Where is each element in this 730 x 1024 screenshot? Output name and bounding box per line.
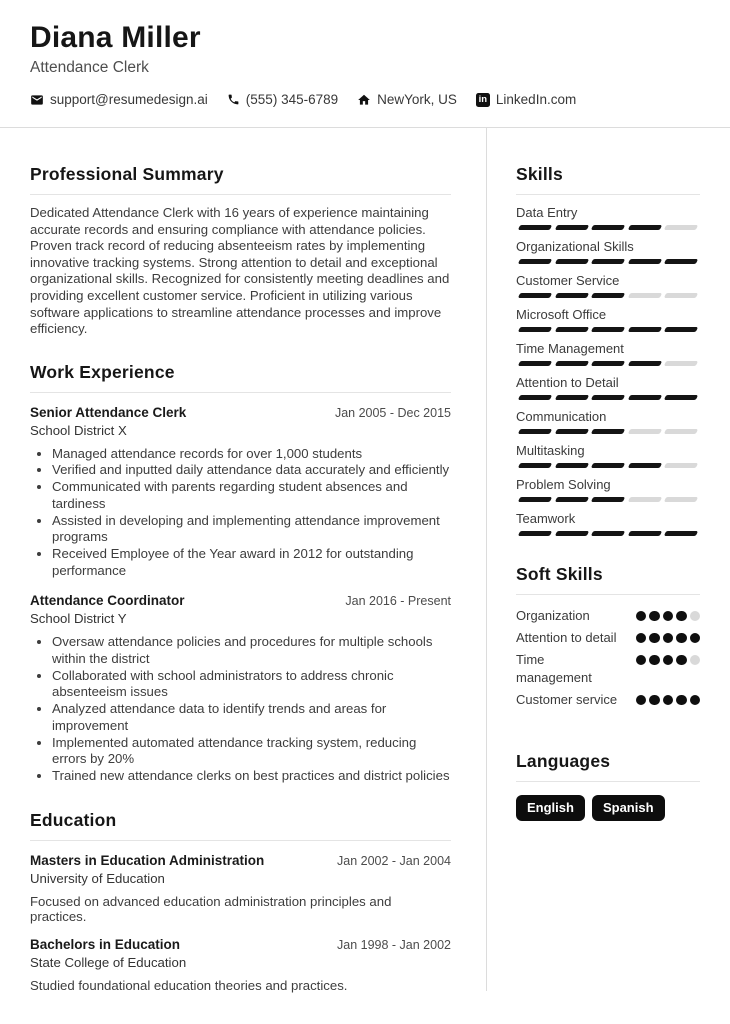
skill-bar-segment-filled bbox=[554, 531, 588, 536]
job-company: School District X bbox=[30, 422, 127, 438]
soft-skills-list bbox=[516, 607, 700, 709]
skill-level-bar bbox=[516, 259, 700, 264]
section-education bbox=[30, 810, 451, 993]
summary-text: Dedicated Attendance Clerk with 16 years of experience maintaining accurate records and ensuring compliance with attendance policies. Proven track record of reducing absenteeism rates by implementing innovative tracking systems. Strong attention to detail and exceptional organizational skills. Recognized for consistently meeting deadlines and providing excellent customer service. Proficient in utilizing various software applications to streamline attendance processes and improve efficiency. bbox=[30, 205, 450, 337]
right-column bbox=[487, 128, 730, 991]
skill-bar-segment-filled bbox=[664, 531, 698, 536]
job-title: Attendance Coordinator bbox=[30, 593, 185, 609]
skill-name: Data Entry bbox=[516, 205, 578, 220]
skill-name: Communication bbox=[516, 409, 607, 424]
job-bullets bbox=[30, 634, 451, 784]
education-school: State College of Education bbox=[30, 954, 187, 970]
education-dates: Jan 1998 - Jan 2002 bbox=[337, 937, 451, 952]
skill-bar-segment-filled bbox=[554, 497, 588, 502]
skill-bar-segment-empty bbox=[628, 429, 662, 434]
contact-text: NewYork, US bbox=[377, 92, 457, 108]
skill-level-bar bbox=[516, 361, 700, 366]
job-header bbox=[30, 593, 451, 608]
contact-item[interactable] bbox=[227, 92, 338, 107]
soft-skill-dot-empty bbox=[690, 655, 701, 666]
skill-level-bar bbox=[516, 395, 700, 400]
skill-bar-segment-empty bbox=[664, 497, 698, 502]
job-title: Senior Attendance Clerk bbox=[30, 404, 187, 420]
skill-bar-segment-filled bbox=[591, 259, 625, 264]
contact-item[interactable] bbox=[30, 92, 208, 107]
skill-name: Microsoft Office bbox=[516, 307, 607, 322]
soft-skills-heading: Soft Skills bbox=[516, 564, 700, 595]
skill-level-bar bbox=[516, 327, 700, 332]
job-bullet: • Assisted in developing and implementing attendance improvement programs bbox=[52, 513, 451, 546]
soft-skill-dot-filled bbox=[649, 655, 660, 666]
education-heading: Education bbox=[30, 810, 451, 841]
skill-bar-segment-empty bbox=[628, 293, 662, 298]
skill-level-bar bbox=[516, 293, 700, 298]
job-header bbox=[30, 405, 451, 420]
person-job-title: Attendance Clerk bbox=[30, 59, 149, 77]
skill-level-bar bbox=[516, 531, 700, 536]
job-entry bbox=[30, 593, 451, 784]
soft-skill-level-dots bbox=[636, 691, 701, 705]
job-entry bbox=[30, 405, 451, 580]
languages-list bbox=[516, 795, 700, 821]
skill-item bbox=[516, 273, 700, 298]
soft-skill-level-dots bbox=[636, 607, 701, 621]
skill-bar-segment-filled bbox=[518, 361, 552, 366]
soft-skill-dot-filled bbox=[663, 695, 674, 706]
skill-bar-segment-filled bbox=[554, 429, 588, 434]
jobs-list bbox=[30, 405, 451, 785]
soft-skill-name: Attention to detail bbox=[516, 630, 617, 645]
soft-skill-item bbox=[516, 607, 700, 625]
job-bullet: • Collaborated with school administrators to address chronic absenteeism issues bbox=[52, 668, 451, 701]
skill-bar-segment-empty bbox=[664, 361, 698, 366]
skill-bar-segment-filled bbox=[591, 225, 625, 230]
soft-skill-item bbox=[516, 691, 700, 709]
job-bullet: • Trained new attendance clerks on best practices and district policies bbox=[52, 768, 451, 785]
soft-skill-name: Organization bbox=[516, 608, 590, 623]
contact-text: support@resumedesign.ai bbox=[50, 92, 208, 108]
job-dates: Jan 2016 - Present bbox=[345, 594, 451, 609]
soft-skill-dot-filled bbox=[676, 655, 687, 666]
skill-name: Attention to Detail bbox=[516, 375, 619, 390]
skill-name: Multitasking bbox=[516, 443, 585, 458]
skill-bar-segment-filled bbox=[518, 531, 552, 536]
soft-skill-dot-filled bbox=[663, 655, 674, 666]
summary-heading: Professional Summary bbox=[30, 164, 451, 195]
skill-item bbox=[516, 205, 700, 230]
skill-bar-segment-filled bbox=[518, 327, 552, 332]
skill-bar-segment-filled bbox=[591, 429, 625, 434]
section-work-experience bbox=[30, 362, 451, 785]
skill-bar-segment-empty bbox=[664, 463, 698, 468]
job-bullet: • Analyzed attendance data to identify trends and areas for improvement bbox=[52, 701, 451, 734]
skill-bar-segment-filled bbox=[518, 429, 552, 434]
soft-skill-dot-filled bbox=[649, 695, 660, 706]
soft-skill-dot-empty bbox=[690, 611, 701, 622]
job-bullet: • Received Employee of the Year award in 2012 for outstanding performance bbox=[52, 546, 451, 579]
education-dates: Jan 2002 - Jan 2004 bbox=[337, 853, 451, 868]
section-skills bbox=[516, 164, 700, 536]
skill-bar-segment-empty bbox=[664, 293, 698, 298]
soft-skill-dot-filled bbox=[690, 633, 701, 644]
soft-skill-dot-filled bbox=[636, 695, 647, 706]
job-bullet: • Verified and inputted daily attendance data accurately and efficiently bbox=[52, 462, 451, 479]
skill-bar-segment-filled bbox=[518, 293, 552, 298]
skill-bar-segment-filled bbox=[628, 361, 662, 366]
skill-bar-segment-filled bbox=[664, 259, 698, 264]
email-icon bbox=[30, 93, 44, 107]
skill-bar-segment-filled bbox=[591, 327, 625, 332]
linkedin-icon: in bbox=[476, 93, 490, 107]
section-languages bbox=[516, 751, 700, 821]
skill-name: Time Management bbox=[516, 341, 624, 356]
job-bullet: • Oversaw attendance policies and procedures for multiple schools within the district bbox=[52, 634, 451, 667]
skill-name: Teamwork bbox=[516, 511, 576, 526]
soft-skill-item bbox=[516, 629, 700, 647]
skill-level-bar bbox=[516, 225, 700, 230]
skill-bar-segment-filled bbox=[628, 395, 662, 400]
language-badge: Spanish bbox=[592, 795, 665, 821]
skill-bar-segment-filled bbox=[628, 463, 662, 468]
job-bullet: • Implemented automated attendance tracking system, reducing errors by 20% bbox=[52, 735, 451, 768]
education-list bbox=[30, 853, 451, 993]
skill-bar-segment-filled bbox=[591, 361, 625, 366]
soft-skill-dot-filled bbox=[649, 633, 660, 644]
skill-bar-segment-empty bbox=[664, 225, 698, 230]
resume-body bbox=[0, 128, 730, 991]
person-name: Diana Miller bbox=[30, 21, 201, 54]
contact-text: LinkedIn.com bbox=[495, 92, 577, 108]
contact-row bbox=[30, 92, 700, 107]
section-soft-skills bbox=[516, 564, 700, 709]
language-badge: English bbox=[516, 795, 585, 821]
skill-bar-segment-filled bbox=[518, 259, 552, 264]
soft-skill-level-dots bbox=[636, 629, 701, 643]
contact-text: (555) 345-6789 bbox=[245, 92, 339, 108]
job-bullet: • Managed attendance records for over 1,000 students bbox=[52, 446, 451, 463]
skill-bar-segment-filled bbox=[628, 327, 662, 332]
skill-item bbox=[516, 511, 700, 536]
skill-bar-segment-filled bbox=[554, 259, 588, 264]
languages-heading: Languages bbox=[516, 751, 700, 782]
skill-item bbox=[516, 409, 700, 434]
job-bullet: • Communicated with parents regarding student absences and tardiness bbox=[52, 479, 451, 512]
soft-skill-dot-filled bbox=[676, 695, 687, 706]
skill-item bbox=[516, 239, 700, 264]
soft-skill-item bbox=[516, 651, 700, 687]
skill-bar-segment-filled bbox=[591, 395, 625, 400]
phone-icon bbox=[227, 93, 240, 106]
skill-bar-segment-filled bbox=[628, 531, 662, 536]
soft-skill-name: Customer service bbox=[516, 692, 618, 707]
skill-bar-segment-filled bbox=[518, 463, 552, 468]
soft-skill-dot-filled bbox=[690, 695, 701, 706]
skill-name: Organizational Skills bbox=[516, 239, 634, 254]
skill-bar-segment-filled bbox=[664, 327, 698, 332]
skills-list bbox=[516, 205, 700, 536]
skill-item bbox=[516, 307, 700, 332]
soft-skill-dot-filled bbox=[636, 611, 647, 622]
education-school: University of Education bbox=[30, 870, 165, 886]
soft-skill-dot-filled bbox=[649, 611, 660, 622]
left-column bbox=[0, 128, 487, 991]
soft-skill-dot-filled bbox=[676, 611, 687, 622]
skill-bar-segment-filled bbox=[554, 225, 588, 230]
education-description: Focused on advanced education administration principles and practices. bbox=[30, 893, 392, 924]
skill-level-bar bbox=[516, 463, 700, 468]
skill-bar-segment-filled bbox=[554, 463, 588, 468]
experience-heading: Work Experience bbox=[30, 362, 451, 393]
resume-header bbox=[0, 0, 730, 128]
soft-skill-dot-filled bbox=[663, 611, 674, 622]
education-header bbox=[30, 853, 451, 868]
skill-bar-segment-filled bbox=[518, 395, 552, 400]
skill-item bbox=[516, 341, 700, 366]
education-header bbox=[30, 937, 451, 952]
skill-bar-segment-filled bbox=[554, 395, 588, 400]
skill-bar-segment-filled bbox=[554, 327, 588, 332]
soft-skill-dot-filled bbox=[663, 633, 674, 644]
skill-item bbox=[516, 375, 700, 400]
soft-skill-level-dots bbox=[636, 651, 701, 665]
skill-bar-segment-empty bbox=[664, 429, 698, 434]
job-bullets bbox=[30, 446, 451, 580]
skill-name: Customer Service bbox=[516, 273, 620, 288]
skill-bar-segment-filled bbox=[628, 259, 662, 264]
skill-bar-segment-filled bbox=[664, 395, 698, 400]
skill-level-bar bbox=[516, 497, 700, 502]
job-company: School District Y bbox=[30, 611, 127, 627]
soft-skill-dot-filled bbox=[676, 633, 687, 644]
skill-item bbox=[516, 477, 700, 502]
education-description: Studied foundational education theories and practices. bbox=[30, 977, 348, 993]
education-entry bbox=[30, 853, 451, 924]
skill-bar-segment-empty bbox=[628, 497, 662, 502]
skill-bar-segment-filled bbox=[591, 497, 625, 502]
skill-bar-segment-filled bbox=[591, 463, 625, 468]
skill-bar-segment-filled bbox=[591, 293, 625, 298]
skill-bar-segment-filled bbox=[554, 361, 588, 366]
education-degree: Masters in Education Administration bbox=[30, 852, 265, 868]
skill-bar-segment-filled bbox=[554, 293, 588, 298]
soft-skill-name: Time management bbox=[516, 652, 592, 685]
section-professional-summary bbox=[30, 164, 451, 338]
education-degree: Bachelors in Education bbox=[30, 936, 181, 952]
contact-item[interactable] bbox=[476, 92, 576, 107]
soft-skill-dot-filled bbox=[636, 633, 647, 644]
soft-skill-dot-filled bbox=[636, 655, 647, 666]
home-icon bbox=[357, 93, 371, 107]
skills-heading: Skills bbox=[516, 164, 700, 195]
skill-bar-segment-filled bbox=[518, 225, 552, 230]
skill-bar-segment-filled bbox=[518, 497, 552, 502]
skill-name: Problem Solving bbox=[516, 477, 611, 492]
skill-bar-segment-filled bbox=[591, 531, 625, 536]
skill-item bbox=[516, 443, 700, 468]
job-dates: Jan 2005 - Dec 2015 bbox=[334, 405, 451, 420]
education-entry bbox=[30, 937, 451, 993]
skill-bar-segment-filled bbox=[628, 225, 662, 230]
contact-item[interactable] bbox=[357, 92, 457, 107]
skill-level-bar bbox=[516, 429, 700, 434]
